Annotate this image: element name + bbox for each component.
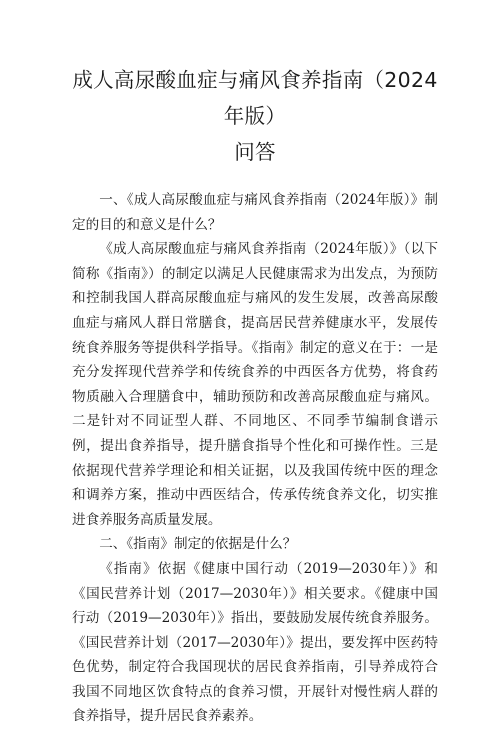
title-line-1: 成人高尿酸血症与痛风食养指南（2024年版）: [72, 68, 438, 128]
section-1-answer: 《成人高尿酸血症与痛风食养指南（2024年版）》（以下简称《指南》）的制定以满足人民健康需求为出发点，为预防和控制我国人群高尿酸血症与痛风的发生发展，改善高尿酸血症与痛风人群日常膳食，提高居民营养健康水平，发展传统食养服务等提供科学指导。《指南》制定的意义在于：一是充分发挥现代营养学和传统食养的中西医各方优势，将食药物质融入合理膳食中，辅助预防和改善高尿酸血症与痛风。二是针对不同证型人群、不同地区、不同季节编制食谱示例，提出食养指导，提升膳食指导个性化和可操作性。三是依据现代营养学理论和相关证据，以及我国传统中医的理念和调养方案，推动中西医结合，传承传统食养文化，切实推进食养服务高质量发展。: [72, 241, 438, 528]
section-2-question: 二、《指南》制定的依据是什么？: [99, 536, 297, 553]
section-1-question: 一、《成人高尿酸血症与痛风食养指南（2024年版）》制定的目的和意义是什么？: [72, 192, 438, 233]
title-line-2: 问答: [234, 140, 276, 164]
document-title: [72, 62, 438, 170]
section-2-answer: 《指南》依据《健康中国行动（2019—2030年）》和《国民营养计划（2017—2030年）》相关要求。《健康中国行动（2019—2030年）》指出，要鼓励发展传统食养服务。《国民营养计划（2017—2030年）》提出，要发挥中医药特色优势，制定符合我国现状的居民食养指南，引导养成符合我国不同地区饮食特点的食养习惯，开展针对慢性病人群的食养指导，提升居民食养素养。: [72, 560, 438, 725]
document-body: [72, 188, 438, 729]
